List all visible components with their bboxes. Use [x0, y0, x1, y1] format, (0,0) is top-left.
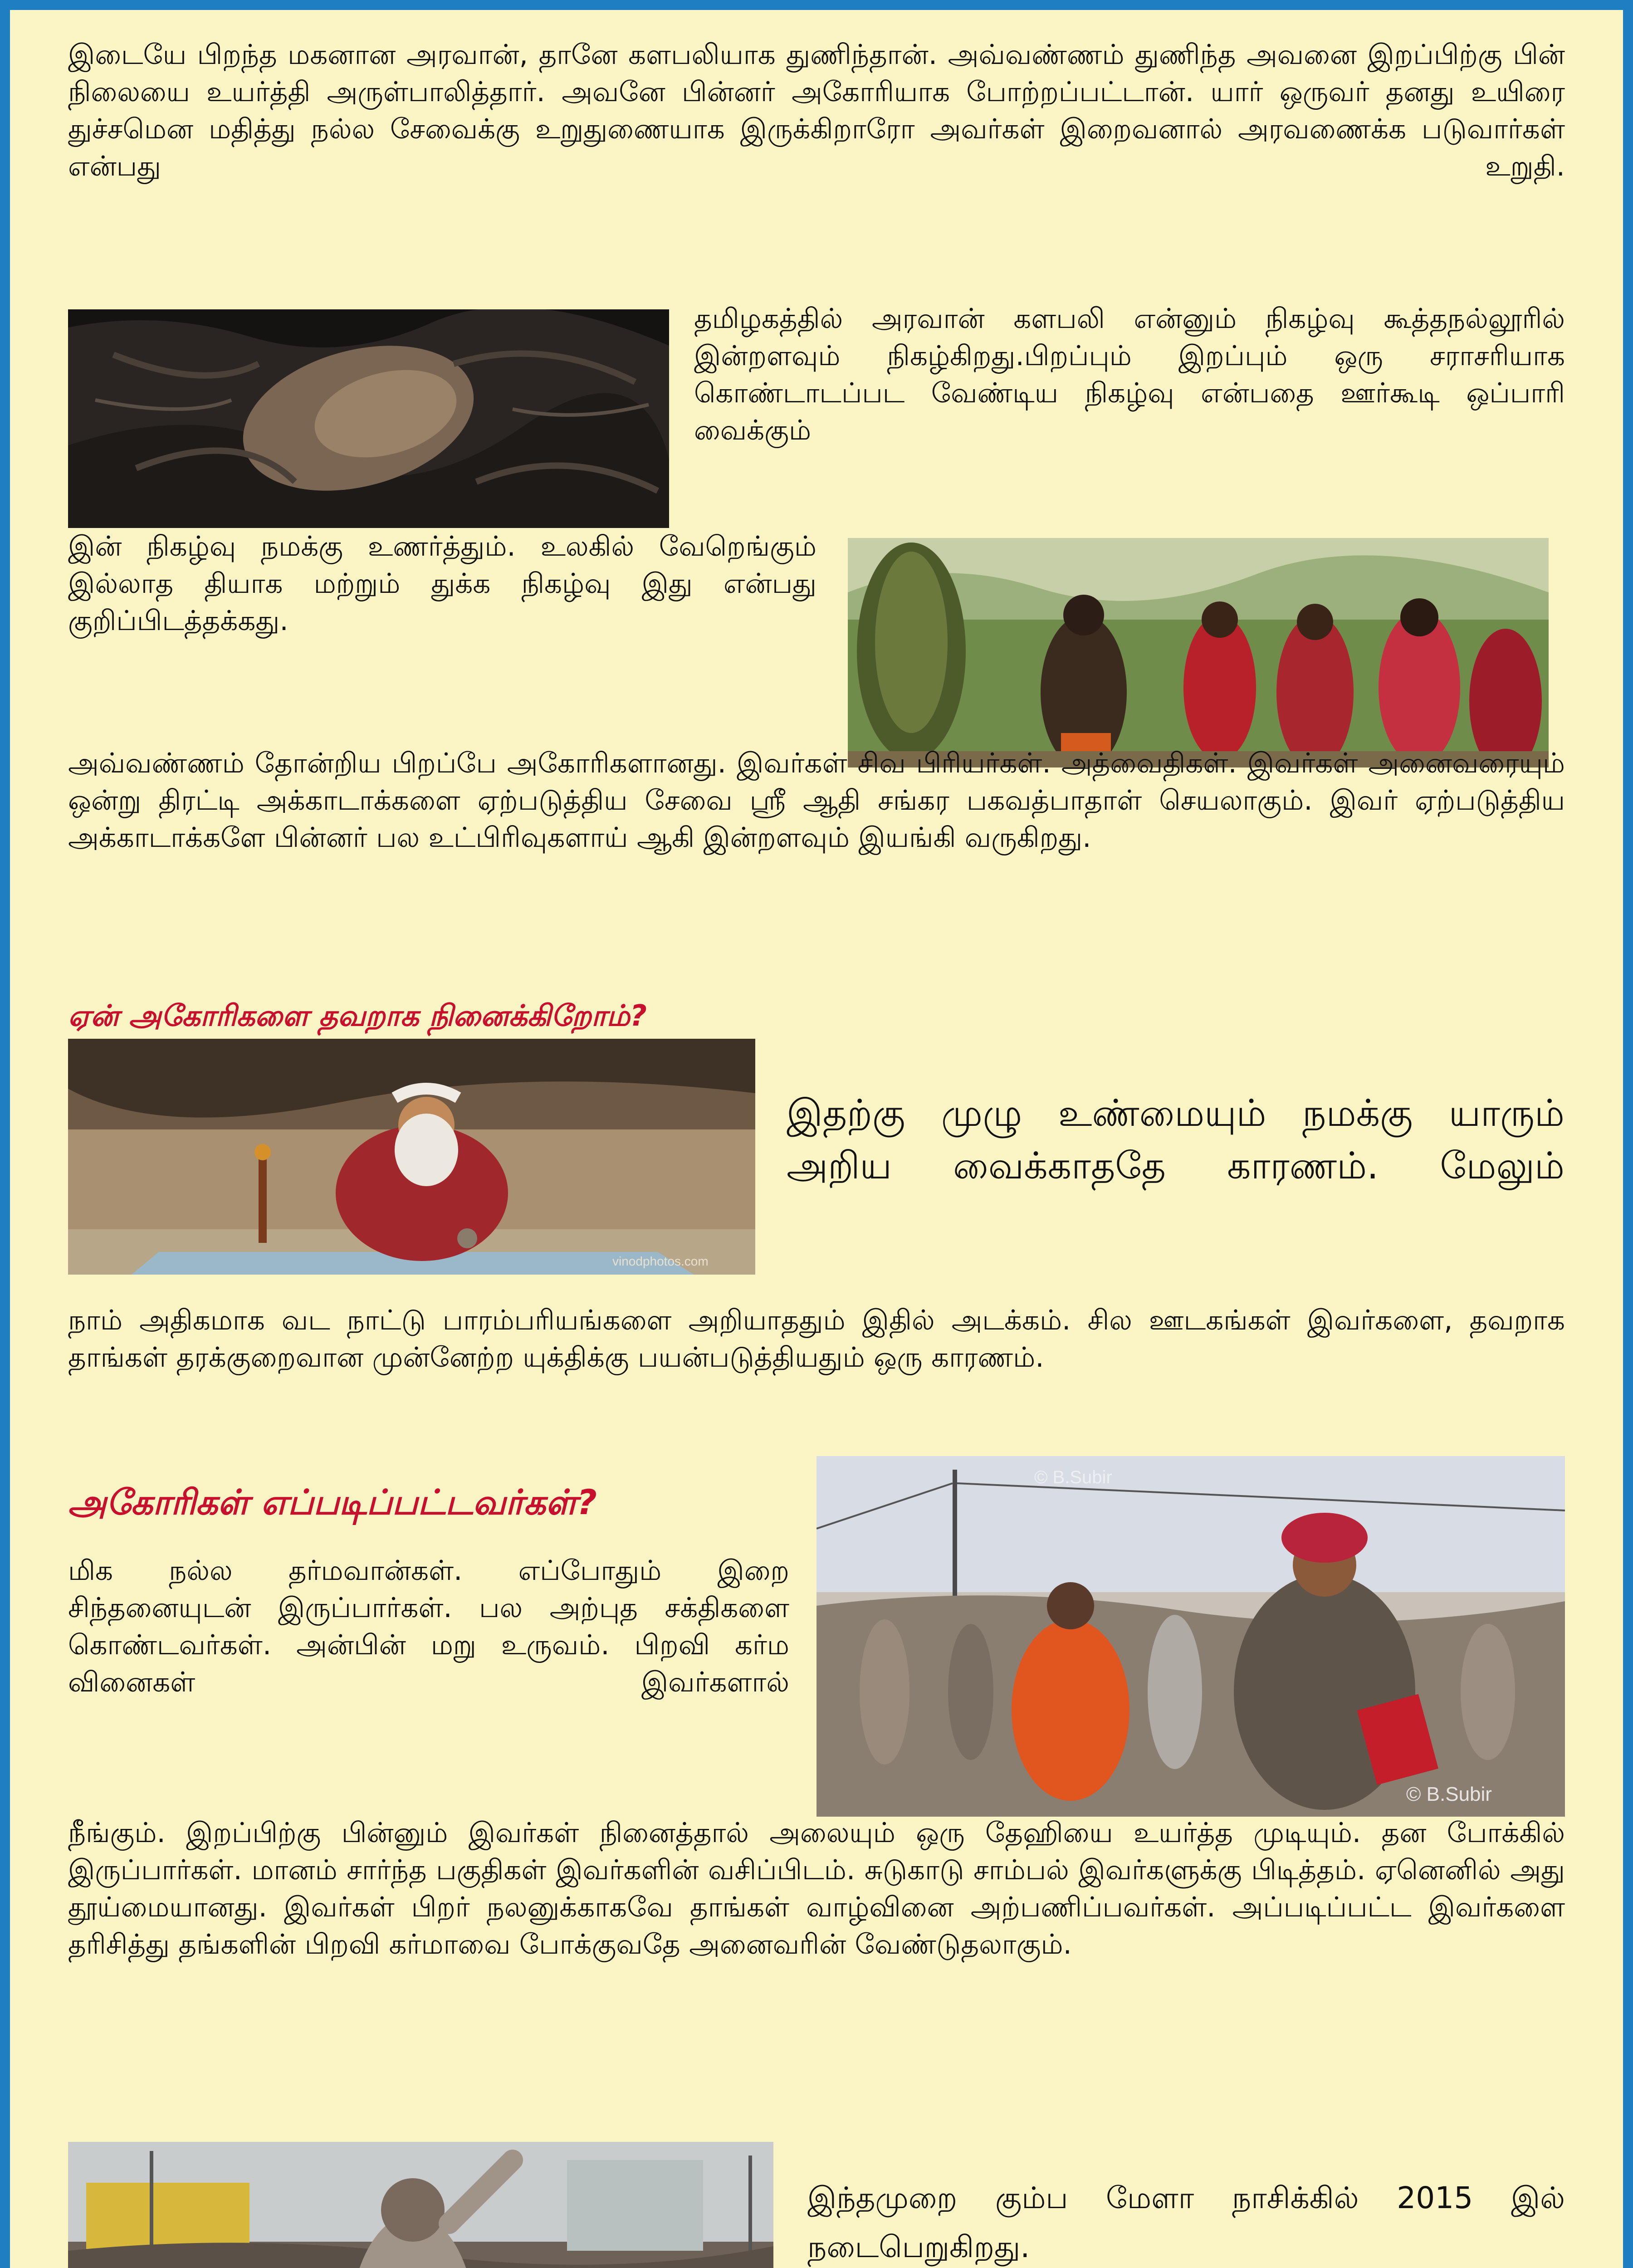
paragraph-1: இடையே பிறந்த மகனான அரவான், தானே களபலியாக துணிந்தான். அவ்வண்ணம் துணிந்த அவனை இறப்பிற்கு பின் நிலையை உயர்த்தி அருள்பாலித்தார். அவனே பின்னர் அகோரியாக போற்றப்பட்டான். யார் ஒருவர் தனது உயிரை துச்சமென மதித்து நல்ல சேவைக்கு உறுதுணையாக இருக்கிறாரோ அவர்கள் இறைவனால் அரவணைக்க படுவார்கள் என்பது உறுதி.: [68, 39, 1565, 182]
paragraph-9: இந்தமுறை கும்ப மேளா நாசிக்கில் 2015 இல் நடைபெறுகிறது.: [807, 2180, 1565, 2264]
photo-sadhu-seated: [68, 1039, 755, 1275]
watermark-text: vinodphotos.com: [612, 1254, 709, 1268]
photo-kumbh-procession: [816, 1456, 1565, 1817]
paragraph-5: இதற்கு முழு உண்மையும் நமக்கு யாரும் அறிய வைக்காததே காரணம். மேலும்: [787, 1092, 1565, 1188]
photo-face-hair: [68, 309, 669, 528]
paragraph-8: நீங்கும். இறப்பிற்கு பின்னும் இவர்கள் நினைத்தால் அலையும் ஒரு தேஹியை உயர்த்த முடியும். தன போக்கில் இருப்பார்கள். மானம் சார்ந்த பகுதிகள் இவர்களின் வசிப்பிடம். சுடுகாடு சாம்பல் இவர்களுக்கு பிடித்தம். ஏனெனில் அது தூய்மையானது. இவர்கள் பிறர் நலனுக்காகவே தாங்கள் வாழ்வினை அற்பணிப்பவர்கள். அப்படிப்பட்ட இவர்களை தரிசித்து தங்களின் பிறவி கர்மாவை போக்குவதே அனைவரின் வேண்டுதலாகும்.: [68, 1817, 1565, 1960]
paragraph-2: தமிழகத்தில் அரவான் களபலி என்னும் நிகழ்வு கூத்தநல்லூரில் இன்றளவும் நிகழ்கிறது.பிறப்பும் இறப்பும் ஒரு சராசரியாக கொண்டாடப்பட வேண்டிய நிகழ்வு என்பதை ஊர்கூடி ஒப்பாரி வைக்கும்: [694, 303, 1565, 446]
paragraph-4: அவ்வண்ணம் தோன்றிய பிறப்பே அகோரிகளானது. இவர்கள் சிவ பிரியர்கள். அத்வைதிகள். இவர்கள் அனைவரையும் ஒன்று திரட்டி அக்காடாக்களை ஏற்படுத்திய சேவை ஸ்ரீ ஆதி சங்கர பகவத்பாதாள் செயலாகும். இவர் ஏற்படுத்திய அக்காடாக்களே பின்னர் பல உட்பிரிவுகளாய் ஆகி இன்றளவும் இயங்கி வருகிறது.: [68, 747, 1565, 854]
paragraph-3: இன் நிகழ்வு நமக்கு உணர்த்தும். உலகில் வேறெங்கும் இல்லாத தியாக மற்றும் துக்க நிகழ்வு இது என்பது குறிப்பிடத்தக்கது.: [68, 530, 816, 637]
paragraph-7: மிக நல்ல தர்மவான்கள். எப்போதும் இறை சிந்தனையுடன் இருப்பார்கள். பல அற்புத சக்திகளை கொண்டவர்கள். அன்பின் மறு உருவம். பிறவி கர்ம வினைகள் இவர்களால்: [68, 1554, 789, 1698]
watermark-text: © B.Subir: [1406, 1783, 1492, 1805]
paragraph-6: நாம் அதிகமாக வட நாட்டு பாரம்பரியங்களை அறியாததும் இதில் அடக்கம். சில ஊடகங்கள் இவர்களை, தவறாக தாங்கள் தரக்குறைவான முன்னேற்ற யுக்திக்கு பயன்படுத்தியதும் ஒரு காரணம்.: [68, 1304, 1565, 1374]
heading-why-misunderstood: ஏன் அகோரிகளை தவறாக நினைக்கிறோம்?: [68, 999, 647, 1033]
photo-ritual-crowd: [848, 538, 1549, 767]
watermark-text: © B.Subir: [1034, 1467, 1112, 1487]
heading-what-are-aghoris: அகோரிகள் எப்படிப்பட்டவர்கள்?: [68, 1482, 597, 1522]
photo-kumbh-crowd: [68, 2142, 773, 2268]
page: [10, 10, 1623, 2268]
